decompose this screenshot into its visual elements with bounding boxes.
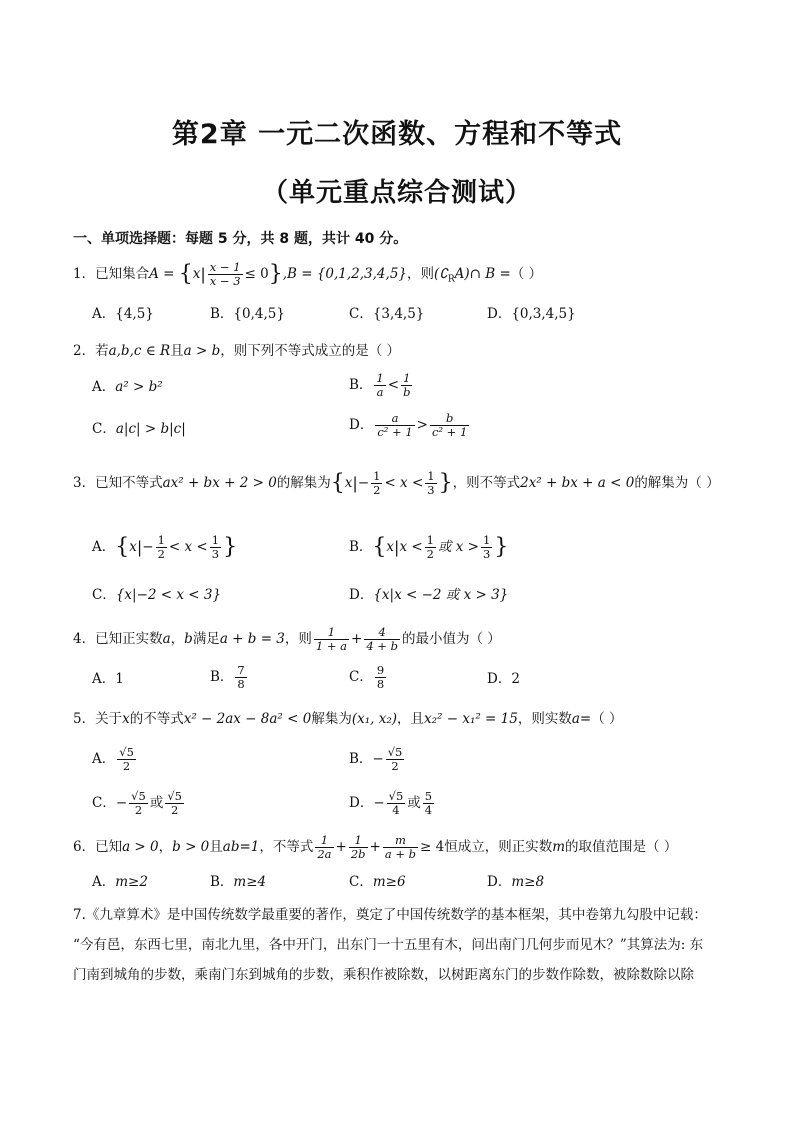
option-label: D．	[487, 874, 512, 890]
q1-cond: ≤ 0	[244, 266, 269, 282]
q6-option-c[interactable]	[349, 872, 406, 892]
q6-mid: 且	[209, 839, 223, 855]
option-label: B．	[210, 669, 234, 685]
option-label: C．	[349, 874, 373, 890]
option-label: A．	[92, 306, 116, 322]
q3-post1: ，则不等式	[452, 475, 521, 491]
option-label: C．	[349, 306, 373, 322]
q5-mid2: 解集为	[311, 711, 352, 727]
question-1	[73, 261, 542, 290]
q3-brace-close: }	[438, 470, 453, 496]
frac-num: 1	[315, 834, 333, 848]
question-7-line-1: 7.《九章算术》是中国传统数学最重要的著作，奠定了中国传统数学的基本框架，其中卷第九勾股中记载：	[73, 907, 707, 923]
q4-frac-2	[364, 626, 400, 653]
q1-set-b: ,B = {0,1,2,3,4,5}	[282, 266, 407, 282]
q1-frac-num: x − 1	[209, 260, 241, 274]
q5-prefix: 5．关于	[73, 711, 123, 727]
q4-v2: b	[184, 631, 193, 647]
option-label: D．	[349, 795, 374, 811]
question-5	[73, 709, 623, 729]
q6-post2: 的取值范围是（ ）	[565, 839, 678, 855]
frac-den: 3	[211, 547, 220, 561]
frac	[481, 534, 492, 561]
q3-option-c[interactable]	[92, 585, 221, 605]
q4-prefix: 4．已知正实数	[73, 631, 163, 647]
frac-num: 1	[427, 469, 435, 483]
q4-option-c[interactable]	[349, 664, 388, 691]
bar: |	[394, 537, 400, 557]
q1-ask: ，则	[407, 266, 434, 282]
frac-num: 1	[426, 533, 434, 547]
option-label: B．	[210, 306, 234, 322]
q6-c2: b > 0	[172, 839, 210, 855]
frac-den: c² + 1	[431, 425, 468, 439]
frac-den: 2	[391, 759, 399, 773]
frac-den: 4 + b	[366, 639, 398, 653]
q5-ineq: x² − 2ax − 8a² < 0	[183, 711, 312, 727]
section-heading: 一、单项选择题：每题 5 分，共 8 题，共计 40 分。	[73, 231, 408, 247]
frac	[156, 534, 167, 561]
option-text: {0,3,4,5}	[511, 306, 576, 322]
q5-option-a[interactable]	[92, 746, 138, 773]
frac-num: 1	[314, 626, 349, 640]
q5-option-d[interactable]	[349, 790, 436, 817]
q5-post2: =（ ）	[579, 711, 623, 727]
q6-frac-1	[315, 834, 333, 861]
q5-mid3: ，且	[397, 711, 424, 727]
option-text: {4,5}	[115, 306, 154, 322]
frac-den: 4	[392, 803, 400, 817]
q1-bar: |	[200, 264, 206, 284]
frac-num: 1	[483, 533, 491, 547]
q2-b-op: <	[387, 377, 400, 393]
frac-den: 2	[122, 759, 131, 773]
q3-frac-2	[425, 470, 436, 497]
option-label: B．	[349, 751, 373, 767]
option-label: A．	[92, 379, 116, 395]
q4-option-b[interactable]	[210, 664, 249, 691]
q2-post: ，则下列不等式成立的是（ ）	[220, 343, 401, 359]
q1-expr: (∁	[434, 266, 448, 282]
q2-d-op: >	[416, 417, 428, 433]
frac-num: 1	[373, 469, 381, 483]
option-label: C．	[92, 421, 116, 437]
set-var: x	[129, 539, 137, 555]
question-6: 6．已知a > 0，b > 0且ab=1，不等式 $\frac{1}{2a}$ + $\frac{1}{2b}$ + $\frac{m}{a + b}$ ≥ 4恒成立，则正实数m的取值范围是（ ）	[73, 833, 678, 861]
or: 或	[149, 795, 164, 811]
q2-b-frac-2	[401, 372, 412, 399]
frac	[165, 790, 184, 817]
q2-d-frac-2	[430, 412, 469, 439]
q1-brace-close: }	[268, 261, 283, 287]
q1-var: x	[192, 266, 201, 282]
q3-prefix: 3．已知不等式	[73, 475, 163, 491]
q6-frac-3	[383, 834, 418, 861]
frac-den: c² + 1	[377, 425, 413, 439]
frac	[423, 790, 434, 817]
frac-den: 2	[426, 547, 434, 561]
frac-den: b	[403, 385, 411, 399]
frac	[386, 746, 405, 773]
q6-comma: ，	[158, 839, 173, 855]
q4-mid: 满足	[192, 631, 220, 647]
q3-option-b[interactable]	[349, 534, 508, 561]
option-text: 1	[115, 671, 124, 687]
frac-num: 1	[211, 533, 220, 547]
frac-num: 5	[424, 789, 433, 803]
brace-open: {	[372, 534, 387, 560]
option-label: C．	[92, 795, 116, 811]
q2-option-b[interactable]	[349, 372, 414, 399]
q1-prefix: 1．已知集合	[73, 266, 150, 282]
frac-num: 9	[376, 663, 385, 677]
q3-option-d[interactable]	[349, 585, 508, 605]
q6-mid2: ，不等式	[259, 839, 314, 855]
q5-var2: a	[571, 711, 580, 727]
q1-brace-open: {	[178, 261, 193, 287]
frac-num: √5	[131, 789, 146, 803]
frac	[387, 790, 406, 817]
option-label: B．	[349, 377, 373, 393]
option-label: A．	[92, 671, 116, 687]
option-label: B．	[210, 874, 234, 890]
brace-close: }	[494, 534, 509, 560]
question-7-line-3: 门南到城角的步数，乘南门东到城角的步数，乘积作被除数，以树距离东门的步数作除数，被除数除以除	[73, 967, 694, 983]
q6-option-a[interactable]	[92, 872, 148, 892]
q1-option-c[interactable]	[349, 304, 424, 324]
frac-den: 4	[424, 803, 433, 817]
frac-den: 2	[170, 803, 179, 817]
q5-var: x	[122, 711, 130, 727]
q2-d-frac-1	[375, 412, 414, 439]
option-label: B．	[349, 539, 373, 555]
option-text: {x|−2 < x < 3}	[115, 587, 222, 603]
q4-cond: a + b = 3	[219, 631, 285, 647]
q4-plus: +	[351, 631, 363, 647]
q3-minus: −	[357, 475, 370, 491]
frac	[375, 664, 386, 691]
frac-num: 1	[349, 834, 368, 848]
frac-num: a	[375, 412, 414, 426]
frac-den: 8	[376, 677, 385, 691]
q2-cond: a > b	[183, 343, 221, 359]
q3-option-a[interactable]	[92, 534, 237, 561]
frac	[210, 534, 221, 561]
frac-den: 3	[483, 547, 491, 561]
option-text: {0,4,5}	[233, 306, 285, 322]
q1-option-b[interactable]	[210, 304, 285, 324]
q1-expr-sub: R	[447, 274, 455, 285]
q3-set-var: x	[344, 475, 353, 491]
frac-den: 2	[373, 483, 381, 497]
frac-den: 2	[157, 547, 165, 561]
q2-option-c[interactable]	[92, 419, 186, 439]
frac-den: 1 + a	[315, 639, 348, 653]
q2-prefix: 2．若	[73, 343, 109, 359]
sign: −	[372, 751, 384, 767]
q2-option-a[interactable]	[92, 377, 163, 397]
frac-num: √5	[167, 789, 182, 803]
q1-expr2: A)∩ B =	[454, 266, 511, 282]
frac-num: √5	[119, 745, 134, 759]
question-4	[73, 626, 501, 653]
q4-v1: a	[162, 631, 171, 647]
q6-c3: ab=1	[222, 839, 260, 855]
q2-option-d[interactable]	[349, 412, 471, 439]
frac-num: m	[383, 834, 418, 848]
q3-brace-open: {	[330, 470, 345, 496]
frac-den: 2b	[350, 847, 366, 861]
q3-post2: 的解集为（ ）	[634, 475, 720, 491]
q3-frac-1	[371, 470, 382, 497]
bar: |	[136, 537, 143, 557]
frac-den: 2a	[317, 847, 332, 861]
q6-ge: ≥ 4	[420, 839, 445, 855]
frac-num: b	[430, 412, 469, 426]
q1-frac-den: x − 3	[209, 274, 241, 288]
brace-open: {	[115, 534, 130, 560]
frac-num: √5	[387, 745, 403, 759]
frac-den: 8	[237, 677, 245, 691]
frac-den: 2	[134, 803, 143, 817]
option-text: m≥6	[372, 874, 406, 890]
q5-option-c[interactable]	[92, 790, 186, 817]
q4-frac-1	[314, 626, 349, 653]
option-label: A．	[92, 874, 116, 890]
option-text: m≥2	[115, 874, 148, 890]
option-text: a|c| > b|c|	[115, 421, 186, 437]
q4-post: 的最小值为（ ）	[401, 631, 501, 647]
option-text: a² > b²	[115, 379, 163, 395]
q5-option-b[interactable]	[349, 746, 406, 773]
question-7-line-2: “今有邑，东西七里，南北九里，各中开门，出东门一十五里有木，问出南门几何步而见木？”其算法为: 东	[73, 937, 704, 953]
frac-den: a + b	[384, 847, 417, 861]
q6-option-d[interactable]	[487, 872, 544, 892]
frac	[425, 534, 436, 561]
option-label: D．	[349, 587, 374, 603]
option-text: 2	[511, 671, 520, 687]
q1-fraction	[208, 261, 243, 288]
or: 或	[407, 795, 421, 811]
option-label: D．	[349, 417, 374, 433]
q3-bar: |	[352, 473, 358, 493]
q4-option-a[interactable]	[92, 669, 124, 689]
option-text: m≥4	[233, 874, 267, 890]
q3-mid: 的解集为	[276, 475, 331, 491]
q2-vars: a,b,c ∈ R	[108, 343, 171, 359]
frac	[117, 746, 136, 773]
option-label: D．	[487, 671, 512, 687]
q6-option-b[interactable]	[210, 872, 266, 892]
q5-interval: (x₁, x₂)	[351, 711, 397, 727]
page-subtitle: （单元重点综合测试）	[261, 178, 532, 208]
option-label: C．	[92, 587, 116, 603]
q5-cond: x₂² − x₁² = 15	[424, 711, 518, 727]
q2-mid: 且	[170, 343, 184, 359]
q6-var: m	[552, 839, 566, 855]
frac-num: 1	[401, 372, 412, 386]
frac-num: 7	[237, 663, 245, 677]
option-text: {3,4,5}	[372, 306, 425, 322]
sign: −	[115, 795, 128, 811]
q6-prefix: 6．已知	[73, 839, 123, 855]
q5-mid: 的不等式	[129, 711, 184, 727]
q6-post: 恒成立，则正实数	[444, 839, 553, 855]
set-mid: < x <	[168, 539, 208, 555]
question-3	[73, 470, 720, 497]
set-mid: 或 x >	[437, 539, 479, 555]
q3-ineq2: 2x² + bx + a < 0	[520, 475, 635, 491]
sign: −	[373, 795, 385, 811]
question-2	[73, 341, 400, 361]
q1-set-a-label: A =	[149, 266, 179, 282]
brace-close: }	[223, 534, 238, 560]
frac	[235, 664, 246, 691]
q3-ineq: ax² + bx + 2 > 0	[162, 475, 277, 491]
q5-post: ，则实数	[517, 711, 572, 727]
q2-b-frac-1	[374, 372, 385, 399]
frac-num: 1	[376, 371, 384, 385]
frac-den: a	[376, 385, 384, 399]
set-var: x	[386, 539, 395, 555]
option-label: A．	[92, 751, 116, 767]
page-title: 第2章 一元二次函数、方程和不等式	[171, 119, 623, 150]
q1-answer-paren: （ ）	[510, 266, 543, 282]
set-pre: x <	[399, 539, 423, 555]
q1-option-a[interactable]	[92, 304, 154, 324]
frac	[129, 790, 148, 817]
option-text: {x|x < −2 或 x > 3}	[373, 587, 509, 603]
minus: −	[142, 539, 154, 555]
option-label: C．	[349, 669, 373, 685]
frac-num: 4	[364, 626, 400, 640]
frac-num: √5	[388, 789, 404, 803]
q3-set-mid: < x <	[384, 475, 424, 491]
frac-den: 3	[427, 483, 435, 497]
q6-c1: a > 0	[122, 839, 159, 855]
q1-option-d[interactable]	[487, 304, 576, 324]
option-text: m≥8	[511, 874, 545, 890]
q4-mid2: ，则	[284, 631, 312, 647]
q4-option-d[interactable]	[487, 669, 520, 689]
option-label: D．	[487, 306, 512, 322]
q4-comma: ，	[170, 631, 185, 647]
q6-frac-2	[349, 834, 368, 861]
frac-num: 1	[157, 533, 165, 547]
option-label: A．	[92, 539, 116, 555]
